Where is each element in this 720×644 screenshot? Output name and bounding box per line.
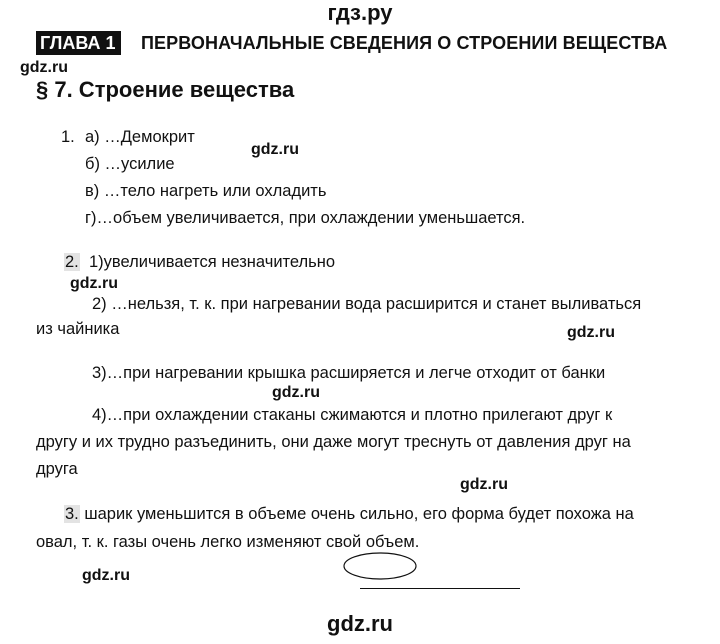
q2-answer-4-line2: другу и их трудно разъединить, они даже могут треснуть от давления друг на	[36, 433, 631, 451]
q3-answer-line2: овал, т. к. газы очень легко изменяют свой объем.	[36, 533, 420, 551]
q2-answer-3: 3)…при нагревании крышка расширяется и легче отходит от банки	[92, 364, 606, 382]
q1-answer-d: г)…объем увеличивается, при охлаждении уменьшается.	[85, 209, 526, 227]
site-name-bottom: gdz.ru	[327, 611, 393, 636]
watermark: gdz.ru	[70, 275, 118, 292]
q1-answer-a: а) …Демокрит	[85, 128, 195, 146]
q2-answer-2-line1: 2) …нельзя, т. к. при нагревании вода расширится и станет выливаться	[92, 295, 642, 313]
q1-number: 1.	[61, 128, 75, 146]
q3-number: 3.	[65, 505, 79, 523]
q2-answer-4-line1: 4)…при охлаждении стаканы сжимаются и плотно прилегают друг к	[92, 406, 613, 424]
watermark: gdz.ru	[460, 476, 508, 493]
q2-number: 2.	[65, 253, 79, 271]
q2-answer-1: 1)увеличивается незначительно	[89, 253, 336, 271]
chapter-title: ПЕРВОНАЧАЛЬНЫЕ СВЕДЕНИЯ О СТРОЕНИИ ВЕЩЕСТВА	[141, 33, 668, 53]
watermark: gdz.ru	[272, 384, 320, 401]
q2-answer-4-line3: друга	[36, 460, 78, 478]
q3-answer-line1: шарик уменьшится в объеме очень сильно, его форма будет похожа на	[79, 505, 634, 523]
q1-answer-c: в) …тело нагреть или охладить	[85, 182, 327, 200]
watermark: gdz.ru	[251, 141, 299, 158]
q1-answer-b: б) …усилие	[85, 155, 175, 173]
q2-answer-2-line2: из чайника	[36, 320, 120, 338]
oval-drawing	[341, 551, 419, 581]
section-title: § 7. Строение вещества	[36, 77, 295, 102]
chapter-badge: ГЛАВА 1	[36, 31, 121, 55]
answer-underline	[360, 588, 520, 589]
watermark: gdz.ru	[567, 324, 615, 341]
site-name-top: гдз.ру	[327, 0, 393, 25]
watermark: gdz.ru	[20, 59, 68, 76]
watermark: gdz.ru	[82, 567, 130, 584]
